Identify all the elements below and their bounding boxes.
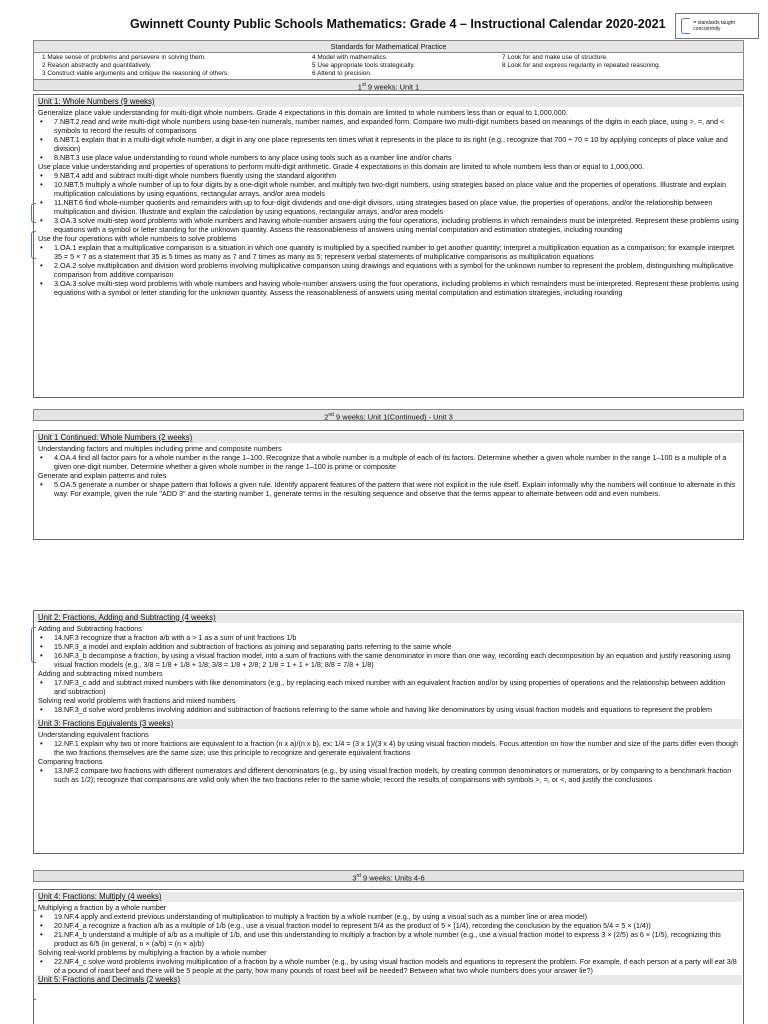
week-bar-2: 2nd 9 weeks: Unit 1(Continued) - Unit 3 bbox=[33, 409, 744, 421]
standard-item: • 7.NBT.2 read and write multi-digit whole numbers using base-ten numerals, number names, and expanded form. Compare two multi-digit numbers based on meanings of the digits in each place, using >, =, and < symbols to record the results of comparisons bbox=[38, 117, 739, 135]
cluster-heading: Multiplying a fraction by a whole number bbox=[38, 903, 167, 912]
cluster-heading: Adding and subtracting mixed numbers bbox=[38, 669, 163, 678]
standard-item: • 17.NF.3_c add and subtract mixed numbers with like denominators (e.g., by replacing each mixed number with an equivalent fraction and/or by using properties of operations and the relationship between addition and subtraction) bbox=[38, 678, 739, 696]
standard-item: • 20.NF.4_a recognize a fraction a/b as a multiple of 1/b (e.g., use a visual fraction model to represent 5/4 as the product of 5 × (1/4), recording the conclusion by the equation 5/4 = 5 × (1/4)) bbox=[38, 921, 739, 930]
unit-2-3-box bbox=[33, 610, 744, 854]
standard-item: • 8.NBT.3 use place value understanding to round whole numbers to any place using tools such as a number line and/or charts bbox=[38, 153, 739, 162]
header bbox=[130, 13, 760, 39]
unit-title: Unit 3: Fractions Equivalents (3 weeks) bbox=[35, 719, 742, 729]
concurrent-bracket-icon bbox=[31, 203, 36, 223]
smp-heading: Standards for Mathematical Practice bbox=[34, 41, 743, 53]
standard-item: • 21.NF.4_b understand a multiple of a/b as a multiple of 1/b, and use this understanding to multiply a fraction by a whole number (e.g., use a visual fraction model to express 3 × (2/5) as 6 × (1/5), recognizing this product as 6/5 (in general, n × (a/b) = (n × a)/b) bbox=[38, 930, 739, 948]
unit-title: Unit 1: Whole Numbers (9 weeks) bbox=[35, 97, 742, 107]
standard-item: • 19.NF.4 apply and extend previous understanding of multiplication to multiply a fraction by a whole number (e.g., by using a visual such as a number line or area model) bbox=[38, 912, 739, 921]
standard-item: • 3.OA.3 solve multi-step word problems with whole numbers and having whole-number answers using the four operations, including problems in which remainders must be interpreted. Represent these problems using equations with a symbol or letter standing for the unknown quantity. Assess the reasonableness of answers using mental computation and estimation strategies, including rounding bbox=[38, 216, 739, 234]
standard-item: • 2.OA.2 solve multiplication and division word problems involving multiplicative comparison using drawings and equations with a symbol for the unknown number to represent the problem, distinguishing multiplicative comparison from additive comparison bbox=[38, 261, 739, 279]
smp-item: 5 Use appropriate tools strategically. bbox=[312, 62, 415, 70]
standard-item: • 10.NBT.5 multiply a whole number of up to four digits by a one-digit whole number, and multiply two two-digit numbers, using strategies based on place value and the properties of operations. Illustrate and explain multiplication calculations by using equations, rectangular arrays, and/or area models bbox=[38, 180, 739, 198]
week-bar-1: 1st 9 weeks: Unit 1 bbox=[33, 79, 744, 91]
unit-1-box bbox=[33, 94, 744, 398]
standard-item: • 1.OA.1 explain that a multiplicative comparison is a situation in which one quantity is multiplied by a specified number to get another quantity; interpret a multiplication equation as a comparison; for example interpret 35 = 5 × 7 as a statement that 35 is 5 times as many as 7 and 7 times as many as 5; represent verbal statements of multiplicative comparisons as multiplication equations bbox=[38, 243, 739, 261]
cluster-heading: Adding and Subtracting fractions bbox=[38, 624, 142, 633]
standard-item: • 6.NBT.1 explain that in a multi-digit whole number, a digit in any one place represents ten times what it represents in the place to its right (e.g., recognize that 700 ÷ 70 = 10 by applying concepts of place value and division) bbox=[38, 135, 739, 153]
smp-item: 6 Attend to precision. bbox=[312, 70, 372, 78]
legend-text: = standards taught concurrently bbox=[693, 20, 735, 32]
smp-item: 3 Construct viable arguments and critique the reasoning of others. bbox=[42, 70, 229, 78]
smp-item: 4 Model with mathematics. bbox=[312, 54, 388, 61]
smp-item: 7 Look for and make use of structure. bbox=[502, 54, 608, 61]
cluster-heading: Solving real-world problems by multiplying a fraction by a whole number bbox=[38, 948, 267, 957]
cluster-heading: Comparing fractions bbox=[38, 757, 103, 766]
unit-title: Unit 2: Fractions, Adding and Subtracting (4 weeks) bbox=[35, 613, 742, 623]
smp-item: 8 Look for and express regularity in repeated reasoning. bbox=[502, 62, 661, 70]
unit-title: Unit 5: Fractions and Decimals (2 weeks) bbox=[35, 975, 742, 985]
smp-item bbox=[502, 70, 752, 78]
standard-item: • 14.NF.3 recognize that a fraction a/b with a > 1 as a sum of unit fractions 1/b bbox=[38, 633, 739, 642]
concurrent-bracket-icon bbox=[31, 231, 36, 259]
smp-item: 2 Reason abstractly and quantitatively. bbox=[42, 62, 152, 70]
standard-item: • 9.NBT.4 add and subtract multi-digit whole numbers fluently using the standard algorithm bbox=[38, 171, 739, 180]
standard-item: • 18.NF.3_d solve word problems involving addition and subtraction of fractions referring to the same whole and having like denominators by using visual fraction models and equations to represent the problem bbox=[38, 705, 739, 714]
cluster-heading: Understanding equivalent fractions bbox=[38, 730, 149, 739]
standard-item: • 4.OA.4 find all factor pairs for a whole number in the range 1–100. Recognize that a whole number is a multiple of each of its factors. Determine whether a given whole number in the range 1–100 is a multiple of a given one-digit number. Determine whether a given whole number in the range 1–100 is prime or composite bbox=[38, 453, 739, 471]
page-title: Gwinnett County Public Schools Mathematics: Grade 4 – Instructional Calendar 2020-2021 bbox=[130, 17, 666, 31]
cluster-heading: Generalize place value understanding for multi-digit whole numbers. Grade 4 expectations in this domain are limited to whole numbers less than or equal to 1,000,000. bbox=[38, 108, 568, 117]
standard-item: • 12.NF.1 explain why two or more fractions are equivalent to a fraction (n x a)/(n x b), ex: 1/4 = (3 x 1)/(3 x 4) by using visual fraction models. Focus attention on how the number and size of the parts differ even though the two fractions themselves are the same size; use this principle to recognize and generate equivalent fractions bbox=[38, 739, 739, 757]
cluster-heading: Use the four operations with whole numbers to solve problems bbox=[38, 234, 237, 243]
standard-item: • 16.NF.3_b decompose a fraction, by using a visual fraction model, into a sum of fractions with the same denominator in more than one way, recording each decomposition by an equation and justify reasoning using visual fraction models (e.g., 3/8 = 1/8 + 1/8 + 1/8; 3/8 = 1/8 + 2/8; 2 1/8 = 1 + 1 + 1/8; 8/8 = 7/8 + 1/8) bbox=[38, 651, 739, 669]
cluster-heading: Generate and explain patterns and rules bbox=[38, 471, 167, 480]
cluster-heading: Use place value understanding and properties of operations to perform multi-digit arithmetic. Grade 4 expectations in this domain are limited to whole numbers less than or equal to 1,000,000. bbox=[38, 162, 645, 171]
concurrent-bracket-icon bbox=[31, 627, 36, 663]
unit-title: Unit 4: Fractions: Multiply (4 weeks) bbox=[35, 892, 742, 902]
smp-box bbox=[33, 40, 744, 81]
standard-item: • 3.OA.3 solve multi-step word problems with whole numbers and having whole-number answers using the four operations, including problems in which remainders must be interpreted. Represent these problems using equations with a symbol or letter standing for the unknown quantity. Assess the reasonableness of answers using mental computation and estimation strategies, including rounding bbox=[38, 279, 739, 297]
standard-item: • 5.OA.5 generate a number or shape pattern that follows a given rule. Identify apparent features of the pattern that were not explicit in the rule itself. Explain informally why the numbers will continue to alternate in this way. For example, given the rule "ADD 3" and the starting number 1, generate terms in the resulting sequence and observe that the terms appear to alternate between odd and even numbers. bbox=[38, 480, 739, 498]
unit-title: Unit 1 Continued: Whole Numbers (2 weeks) bbox=[35, 433, 742, 443]
cluster-heading: Understanding factors and multiples including prime and composite numbers bbox=[38, 444, 282, 453]
standard-item: • 13.NF.2 compare two fractions with different numerators and different denominators (e.g., by using visual fraction models, by creating common denominators or numerators, or by comparing to a benchmark fraction such as 1/2); recognize that comparisons are valid only when the two fractions refer to the same whole; record the results of comparisons with symbols >, =, or <, and justify the conclusions bbox=[38, 766, 739, 784]
unit-1-continued-box bbox=[33, 430, 744, 540]
legend-box bbox=[675, 13, 759, 39]
cluster-heading: Solving real world problems with fractions and mixed numbers bbox=[38, 696, 236, 705]
unit-4-box bbox=[33, 889, 744, 1024]
standard-item: • 11.NBT.6 find whole-number quotients and remainders with up to four-digit dividends and one-digit divisors, using strategies based on place value, the properties of operations, and/or the relationship between multiplication and division. Illustrate and explain the calculation by using equations, rectangular arrays, and/or area models bbox=[38, 198, 739, 216]
standard-item: • 15.NF.3_a model and explain addition and subtraction of fractions as joining and separating parts referring to the same whole bbox=[38, 642, 739, 651]
smp-item: 1 Make sense of problems and persevere in solving them. bbox=[42, 54, 206, 61]
smp-list bbox=[34, 53, 743, 80]
concurrent-bracket-icon bbox=[33, 910, 36, 1000]
week-bar-3: 3rd 9 weeks: Units 4-6 bbox=[33, 870, 744, 882]
bracket-icon bbox=[681, 18, 690, 34]
standard-item: • 22.NF.4_c solve word problems involving multiplication of a fraction by a whole number (e.g., by using visual fraction models and equations to represent the problem. For example, if each person at a party will eat 3/8 of a pound of roast beef and there will be 5 people at the party, how many pounds of roast beef will be needed? Between what two whole numbers does your answer lie?) bbox=[38, 957, 739, 975]
